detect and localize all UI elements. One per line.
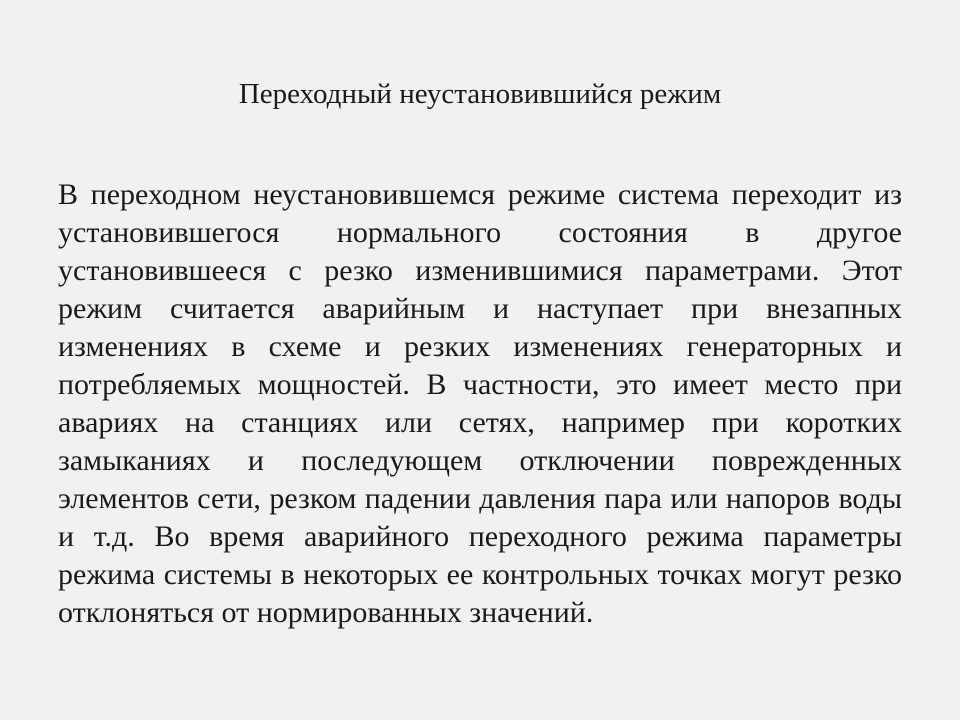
slide-body-paragraph: В переходном неустановившемся режиме система переходит из установившегося нормального состояния в другое установившееся с резко изменившимися параметрами. Этот режим считается аварийным и наступает при внезапных изменениях в схеме и резких изменениях генераторных и потребляемых мощностей. В частности, это имеет место при авариях на станциях или сетях, например при коротких замыканиях и последующем отключении поврежденных элементов сети, резком падении давления пара или напоров воды и т.д. Во время аварийного переходного режима параметры режима системы в некоторых ее контрольных точках могут резко отклоняться от нормированных значений. — [58, 178, 902, 629]
slide-title: Переходный неустановившийся режим — [238, 78, 722, 110]
